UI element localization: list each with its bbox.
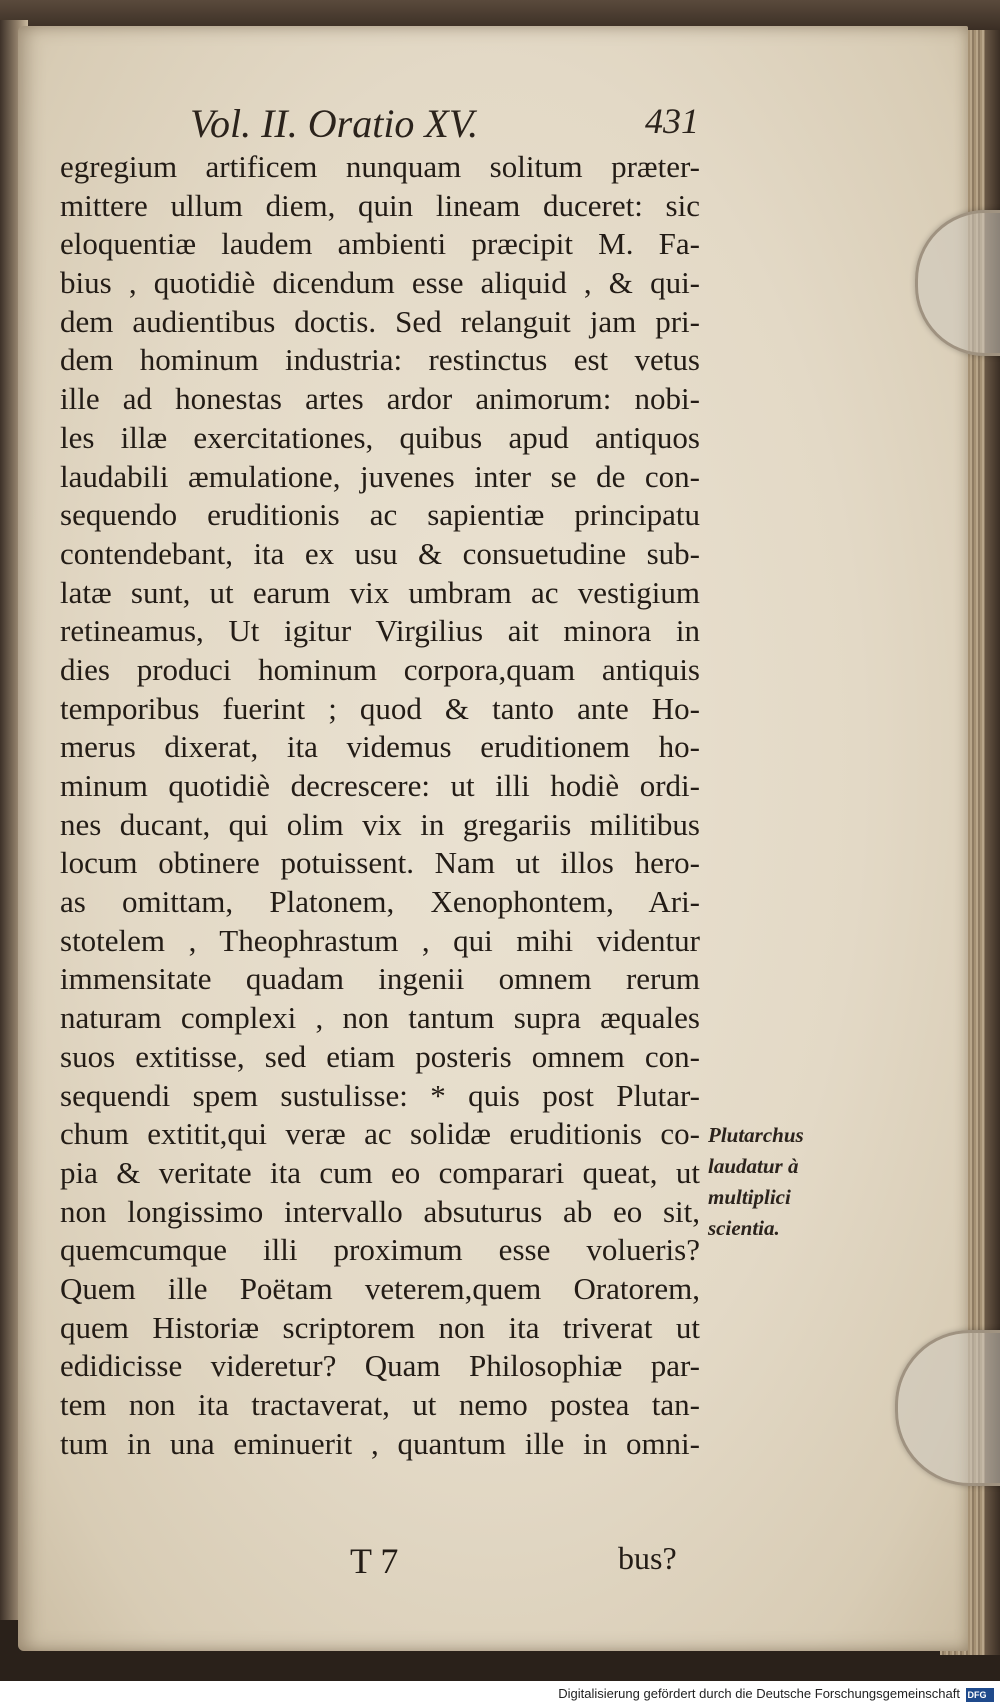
text-line: mittere ullum diem, quin lineam duceret: sic — [60, 187, 700, 223]
footer-credit: Digitalisierung gefördert durch die Deutsche Forschungsgemeinschaft — [558, 1686, 960, 1701]
text-line: non longissimo intervallo absuturus ab eo sit, — [60, 1193, 700, 1229]
text-line: suos extitisse, sed etiam posteris omnem con- — [60, 1038, 700, 1074]
text-line: laudabili æmulatione, juvenes inter se de con- — [60, 458, 700, 494]
text-line: retineamus, Ut igitur Virgilius ait minora in — [60, 613, 700, 649]
text-line: chum extitit,qui veræ ac solidæ eruditionis co- — [60, 1116, 700, 1152]
text-line: dem hominum industria: restinctus est vetus — [60, 342, 700, 378]
text-line: minum quotidiè decrescere: ut illi hodiè ordi- — [60, 768, 700, 803]
text-line: dem audientibus doctis. Sed relanguit jam pri- — [60, 303, 700, 339]
signature-mark: T 7 — [350, 1541, 399, 1581]
marginal-note-line: multiplici — [708, 1185, 791, 1209]
dfg-logo-icon: DFG — [966, 1688, 994, 1702]
text-line: locum obtinere potuissent. Nam ut illos hero- — [60, 845, 700, 881]
digitization-footer — [0, 1681, 1000, 1707]
text-line: nes ducant, qui olim vix in gregariis militibus — [60, 806, 700, 842]
text-line: quem Historiæ scriptorem non ita triverat ut — [60, 1309, 700, 1345]
page-number: 431 — [645, 101, 699, 141]
text-line: tem non ita tractaverat, ut nemo postea tan- — [60, 1387, 700, 1422]
text-line: temporibus fuerint ; quod & tanto ante Ho- — [60, 690, 700, 726]
text-line: edidicisse videretur? Quam Philosophiæ par- — [60, 1348, 700, 1384]
text-line: latæ sunt, ut earum vix umbram ac vestigium — [60, 574, 700, 610]
text-line: dies produci hominum corpora,quam antiquis — [60, 651, 700, 687]
text-line: as omittam, Platonem, Xenophontem, Ari- — [60, 884, 700, 920]
marginal-note-line: Plutarchus — [708, 1123, 804, 1147]
text-line: naturam complexi , non tantum supra æquales — [60, 1000, 700, 1036]
text-line: les illæ exercitationes, quibus apud antiquos — [60, 419, 700, 455]
text-line: bius , quotidiè dicendum esse aliquid , & qui- — [60, 265, 700, 301]
text-line: merus dixerat, ita videmus eruditionem ho- — [60, 729, 700, 765]
text-line: sequendi spem sustulisse: * quis post Plutar- — [60, 1077, 700, 1113]
running-title: Vol. II. Oratio XV. — [190, 101, 479, 146]
text-line: ille ad honestas artes ardor animorum: nobi- — [60, 381, 700, 417]
text-line: sequendo eruditionis ac sapientiæ principatu — [60, 497, 700, 533]
marginal-note-line: laudatur à — [708, 1154, 799, 1178]
text-line: immensitate quadam ingenii omnem rerum — [60, 961, 700, 997]
text-line: stotelem , Theophrastum , qui mihi videntur — [60, 922, 700, 958]
text-line: Quem ille Poëtam veterem,quem Oratorem, — [60, 1270, 700, 1306]
catchword: bus? — [618, 1540, 677, 1576]
body-text-block — [60, 148, 700, 1463]
marginal-note — [708, 1120, 888, 1244]
text-line: pia & veritate ita cum eo comparari queat, ut — [60, 1154, 700, 1190]
text-line: eloquentiæ laudem ambienti præcipit M. Fa- — [60, 226, 700, 262]
marginal-note-line: scientia. — [708, 1216, 780, 1240]
text-line: tum in una eminuerit , quantum ille in omni- — [60, 1425, 700, 1461]
text-line: egregium artificem nunquam solitum præter- — [60, 149, 700, 184]
text-line: contendebant, ita ex usu & consuetudine sub- — [60, 535, 700, 571]
text-line: quemcumque illi proximum esse volueris? — [60, 1232, 700, 1268]
